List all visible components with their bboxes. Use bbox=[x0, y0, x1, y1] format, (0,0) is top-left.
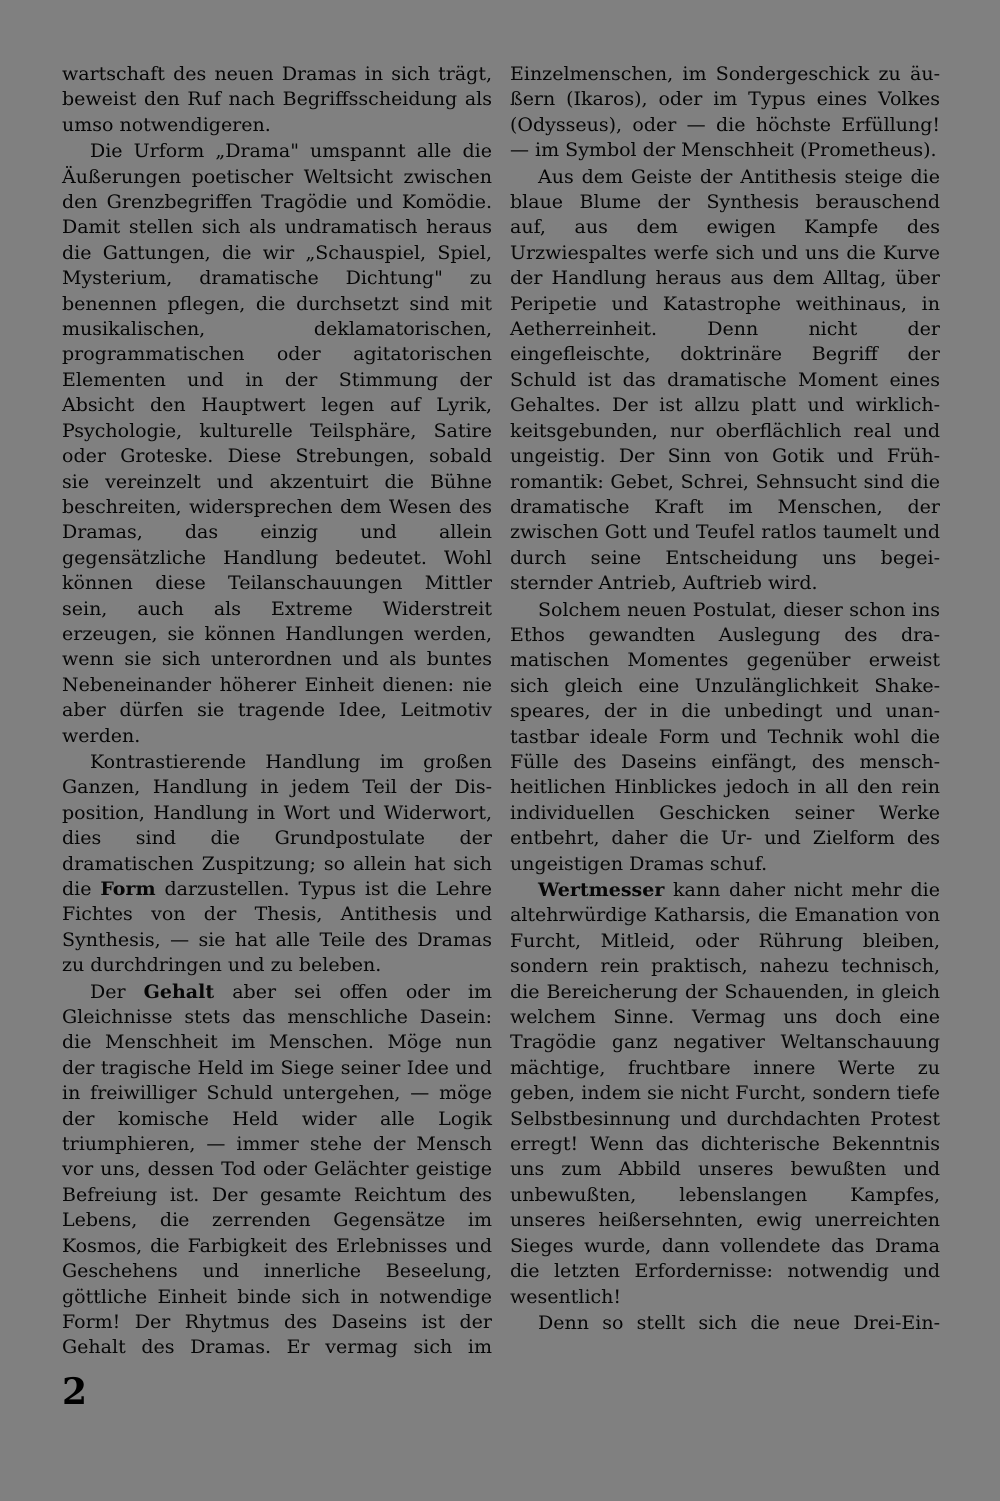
paragraph bbox=[510, 878, 940, 1310]
paragraph bbox=[62, 62, 492, 138]
paragraph bbox=[62, 139, 492, 749]
paragraph bbox=[62, 750, 492, 979]
paragraph-text: Aus dem Geiste der Antithesis steige die blaue Blume der Synthesis berauschend auf, aus dem ewigen Kampfe des Urzwiespaltes werfe sich und uns die Kurve der Handlung heraus aus dem Alltag, über Peripetie und Katastrophe weithinaus, in Aetherreinheit. Denn nicht der eingefleischte, doktrinäre Begriff der Schuld ist das dramatische Moment eines Gehaltes. Der ist allzu platt und wirklichkeitsgebunden, nur oberflächlich real und ungeistig. Der Sinn von Gotik und Frühromantik: Gebet, Schrei, Sehnsucht sind die dramatische Kraft im Menschen, der zwischen Gott und Teufel ratlos taumelt und durch seine Entscheidung uns begeisternder Antrieb, Auftrieb wird. bbox=[510, 165, 940, 595]
page-number: 2 bbox=[62, 1371, 88, 1413]
emphasis-term: Gehalt bbox=[143, 980, 215, 1003]
left-column bbox=[62, 62, 492, 1361]
paragraph-text: Denn so stellt sich die neue Drei-Ein- bbox=[538, 1311, 940, 1334]
paragraph bbox=[510, 62, 940, 164]
paragraph-text: kann daher nicht mehr die altehrwürdige Katharsis, die Emanation von Furcht, Mitleid, oder Rührung bleiben, sondern rein praktisch, nahezu technisch, die Bereicherung der Schauenden, in gleich welchem Sinne. Vermag uns doch eine Tragödie ganz negativer Weltanschauung mächtige, fruchtbare innere Werte zu geben, indem sie nicht Furcht, sondern tiefe Selbstbesinnung und durchdachten Protest erregt! Wenn das dichterische Bekenntnis uns zum Abbild unseres bewußten und unbewußten, lebenslangen Kampfes, unseres heißersehnten, ewig unerreichten Sieges wurde, dann vollendete das Drama die letzten Erfordernisse: notwendig und wesentlich! bbox=[510, 879, 940, 1308]
paragraph bbox=[510, 598, 940, 877]
paragraph-text: wartschaft des neuen Dramas in sich trägt, beweist den Ruf nach Begriffsscheidung als umso notwendigeren. bbox=[62, 63, 492, 136]
paragraph-text: Einzelmenschen, im Sondergeschick zu äußern (Ikaros), oder im Typus eines Volkes (Odysseus), oder — die höchste Erfüllung! — im Symbol der Menschheit (Prometheus). bbox=[510, 63, 940, 162]
emphasis-term: Wertmesser bbox=[538, 879, 665, 901]
paragraph-text: Kontrastierende Handlung im großen Ganzen, Handlung in jedem Teil der Disposition, Handlung in Wort und Widerwort, dies sind die Grundpostulate der dramatischen Zuspitzung; so allein hat sich die bbox=[62, 750, 492, 900]
paragraph-text: darzustellen. Typus ist die Lehre Fichtes von der Thesis, Antithesis und Synthesis, — sie hat alle Teile des Dramas zu durchdringen und zu beleben. bbox=[62, 878, 492, 977]
paragraph-text: Solchem neuen Postulat, dieser schon ins Ethos gewandten Auslegung des dramatischen Momentes gegenüber erweist sich gleich eine Unzulänglichkeit Shakespeares, der in die unbedingt und unantastbar ideale Form und Technik wohl die Fülle des Daseins einfängt, des menschheitlichen Hinblickes jedoch in all den rein individuellen Geschicken seiner Werke entbehrt, daher die Ur- und Zielform des ungeistigen Dramas schuf. bbox=[510, 598, 940, 875]
paragraph bbox=[510, 165, 940, 597]
paragraph-text: Der bbox=[90, 980, 144, 1003]
paragraph-text: Die Urform „Drama" umspannt alle die Äußerungen poetischer Weltsicht zwischen den Grenzbegriffen Tragödie und Komödie. Damit stellen sich als undramatisch heraus die Gattungen, die wir „Schauspiel, Spiel, Mysterium, dramatische Dichtung" zu benennen pflegen, die durchsetzt sind mit musikalischen, deklamatorischen, programmatischen oder agitatorischen Elementen und in der Stimmung der Absicht den Hauptwert legen auf Lyrik, Psychologie, kulturelle Teilsphäre, Satire oder Groteske. Diese Strebungen, sobald sie vereinzelt und akzentuirt die Bühne beschreiten, widersprechen dem Wesen des Dramas, das einzig und allein gegensätzliche Handlung bedeutet. Wohl können diese Teilanschauungen Mittler sein, auch als Extreme Widerstreit erzeugen, sie können Handlungen werden, wenn sie sich unterordnen und als buntes Nebeneinander höherer Einheit dienen: nie aber dürfen sie tragende Idee, Leitmotiv werden. bbox=[62, 140, 492, 747]
right-column bbox=[510, 62, 940, 1336]
paragraph-text: aber sei offen oder im Gleichnisse stets das menschliche Dasein: die Menschheit im Menschen. Möge nun der tragische Held im Siege seiner Idee und in freiwilliger Schuld untergehen, — möge der komische Held wider alle Logik triumphieren, — immer stehe der Mensch vor uns, dessen Tod oder Gelächter geistige Befreiung ist. Der gesamte Reichtum des Lebens, die zerrenden Gegensätze im Kosmos, die Farbigkeit des Erlebnisses und Geschehens und innerliche Beseelung, göttliche Einheit binde sich in notwendige Form! Der Rhytmus des Daseins ist der Gehalt des Dramas. Er vermag sich im bbox=[62, 980, 492, 1359]
paragraph bbox=[510, 1311, 940, 1336]
paragraph bbox=[62, 980, 492, 1361]
emphasis-term: Form bbox=[100, 878, 156, 900]
